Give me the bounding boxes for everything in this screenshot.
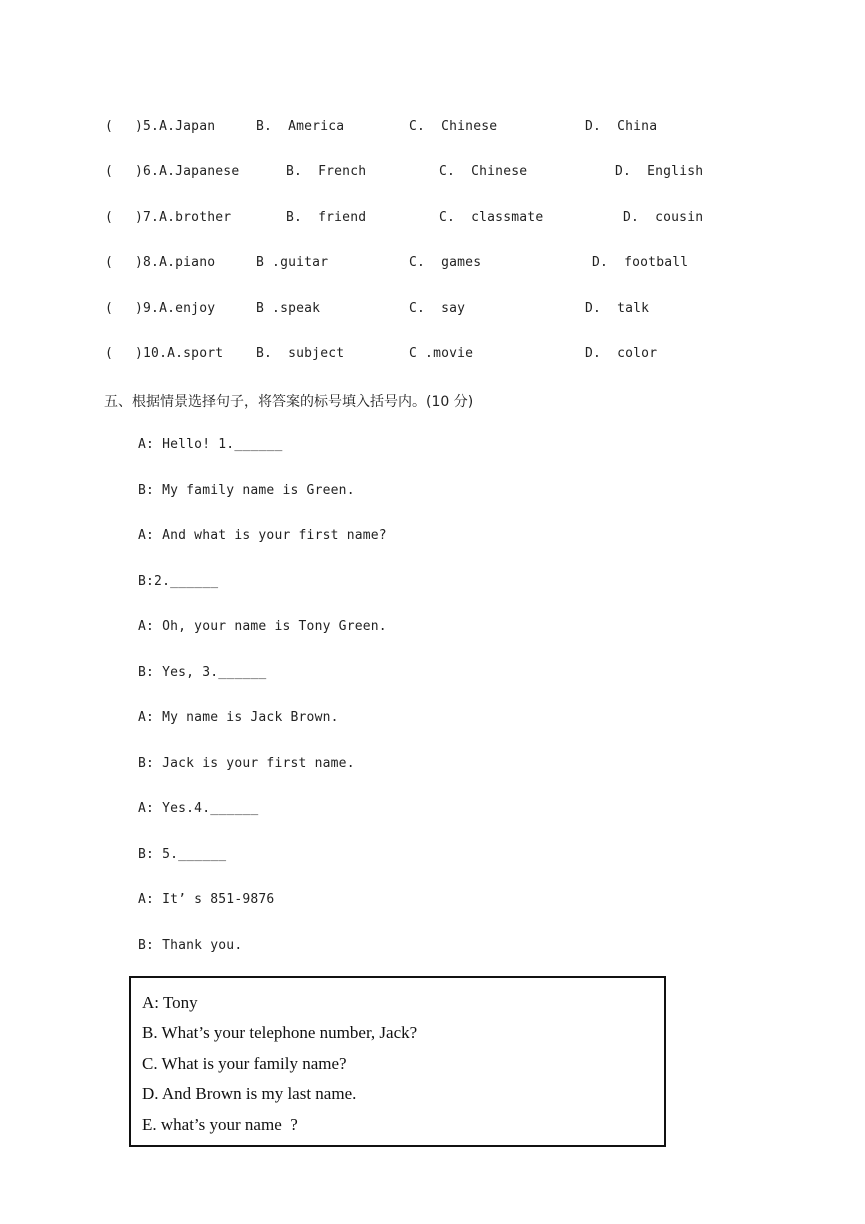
option-d: D. China [585, 119, 658, 134]
option-d: D. talk [585, 301, 650, 316]
option-line: E. what’s your name ? [142, 1115, 298, 1134]
option-d: D. English [615, 164, 704, 179]
options-box [129, 976, 666, 1147]
question-stem: )8.A.piano [135, 255, 216, 270]
dialogue-line: A: Yes.4.______ [138, 801, 259, 816]
dialogue-line: B: Jack is your first name. [138, 756, 355, 771]
option-line: B. What’s your telephone number, Jack? [142, 1023, 418, 1042]
question-stem: )7.A.brother [135, 210, 232, 225]
option-c: C. classmate [439, 210, 544, 225]
dialogue-line: B: Thank you. [138, 938, 243, 953]
option-c: C. Chinese [409, 119, 498, 134]
dialogue-line: B: My family name is Green. [138, 483, 355, 498]
option-line: A: Tony [142, 993, 198, 1012]
option-b: B. subject [256, 346, 345, 361]
question-stem: )10.A.sport [135, 346, 224, 361]
option-b: B. America [256, 119, 345, 134]
option-d: D. cousin [623, 210, 704, 225]
question-row [105, 346, 658, 366]
option-line: D. And Brown is my last name. [142, 1084, 357, 1103]
question-row [105, 301, 650, 321]
answer-bracket[interactable]: ( [105, 301, 114, 316]
option-c: C .movie [409, 346, 474, 361]
answer-bracket[interactable]: ( [105, 210, 114, 225]
section-heading: 五、根据情景选择句子，将答案的标号填入括号内。(10 分) [104, 394, 474, 410]
option-b: B .guitar [256, 255, 329, 270]
option-c: C. say [409, 301, 466, 316]
question-stem: )6.A.Japanese [135, 164, 240, 179]
answer-bracket[interactable]: ( [105, 119, 114, 134]
answer-bracket[interactable]: ( [105, 164, 114, 179]
answer-bracket[interactable]: ( [105, 346, 114, 361]
dialogue-line: A: Oh, your name is Tony Green. [138, 619, 387, 634]
option-b: B. friend [286, 210, 367, 225]
dialogue-line: A: It’ s 851-9876 [138, 892, 275, 907]
option-b: B .speak [256, 301, 321, 316]
question-row [105, 119, 658, 139]
question-stem: )5.A.Japan [135, 119, 216, 134]
question-row [105, 164, 704, 184]
option-c: C. games [409, 255, 482, 270]
option-d: D. football [592, 255, 689, 270]
dialogue-line: A: And what is your first name? [138, 528, 387, 543]
answer-bracket[interactable]: ( [105, 255, 114, 270]
dialogue-line: B:2.______ [138, 574, 219, 589]
option-c: C. Chinese [439, 164, 528, 179]
question-row [105, 210, 704, 230]
dialogue-line: B: Yes, 3.______ [138, 665, 267, 680]
option-d: D. color [585, 346, 658, 361]
dialogue-line: A: My name is Jack Brown. [138, 710, 339, 725]
option-b: B. French [286, 164, 367, 179]
dialogue-line: A: Hello! 1.______ [138, 437, 283, 452]
option-line: C. What is your family name? [142, 1054, 347, 1073]
question-stem: )9.A.enjoy [135, 301, 216, 316]
question-row [105, 255, 689, 275]
dialogue-line: B: 5.______ [138, 847, 227, 862]
